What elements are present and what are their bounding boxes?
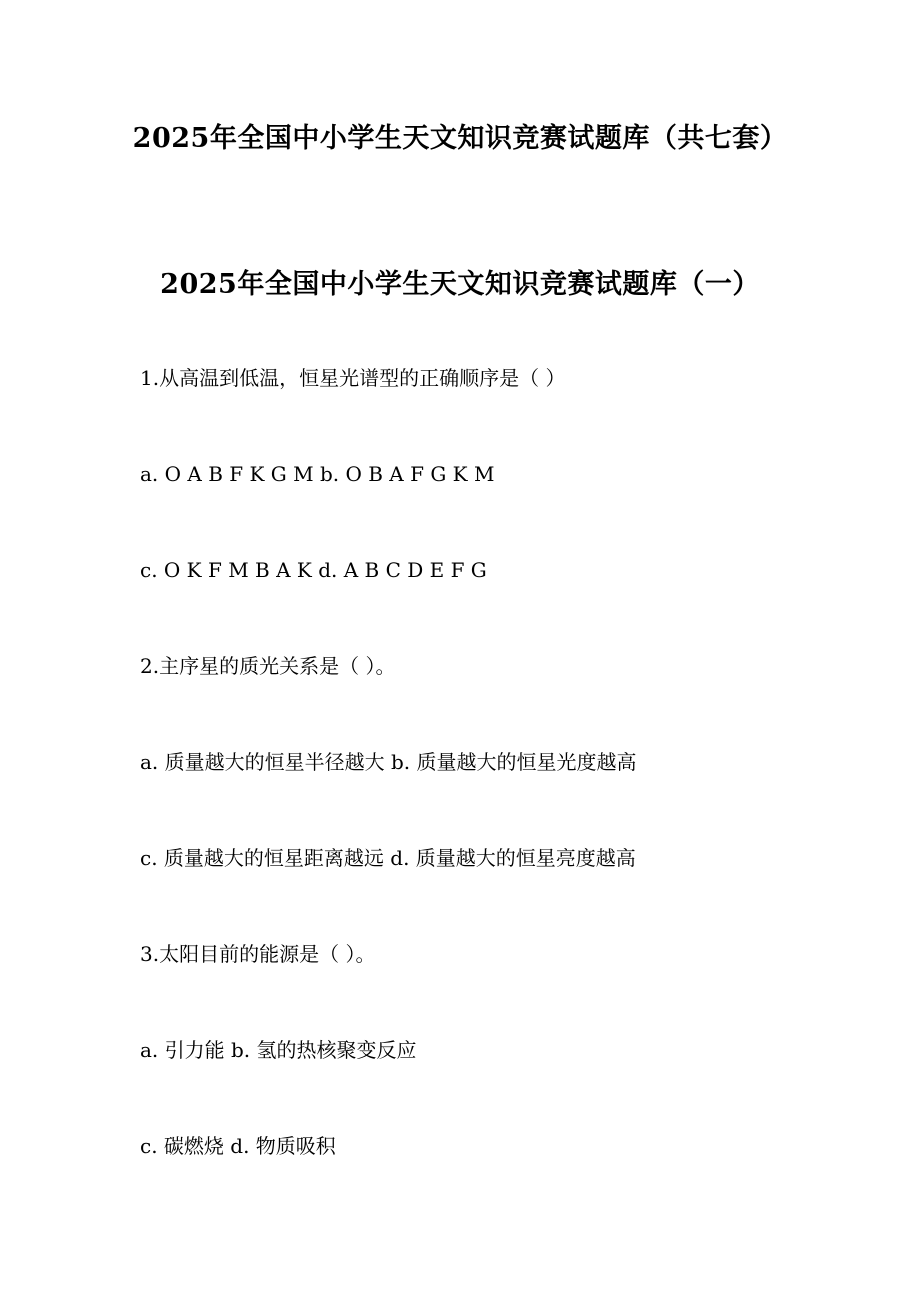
question-1-options-ab: a. O A B F K G M b. O B A F G K M — [140, 462, 495, 486]
question-2-options-cd: c. 质量越大的恒星距离越远 d. 质量越大的恒星亮度越高 — [140, 846, 636, 870]
section-title: 2025年全国中小学生天文知识竞赛试题库（一） — [160, 269, 760, 300]
question-3-options-ab: a. 引力能 b. 氢的热核聚变反应 — [140, 1038, 417, 1062]
question-3-options-cd: c. 碳燃烧 d. 物质吸积 — [140, 1134, 336, 1158]
question-2: 2.主序星的质光关系是（ ）。 — [140, 654, 396, 678]
question-2-options-ab: a. 质量越大的恒星半径越大 b. 质量越大的恒星光度越高 — [140, 750, 637, 774]
document-title: 2025年全国中小学生天文知识竞赛试题库（共七套） — [132, 123, 788, 154]
question-3: 3.太阳目前的能源是（ ）。 — [140, 942, 376, 966]
question-1: 1.从高温到低温，恒星光谱型的正确顺序是（ ） — [140, 366, 566, 390]
question-1-options-cd: c. O K F M B A K d. A B C D E F G — [140, 558, 487, 582]
